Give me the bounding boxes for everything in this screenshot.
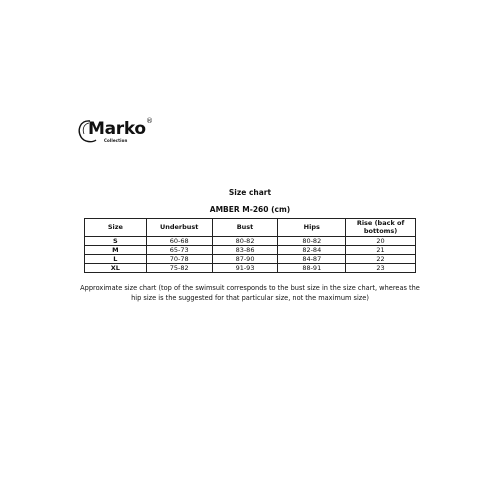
bust-cell: 83-86: [212, 246, 278, 255]
underbust-cell: 65-73: [146, 246, 212, 255]
hips-cell: 84-87: [278, 255, 346, 264]
page-title: Size chart: [228, 188, 272, 197]
hips-cell: 82-84: [278, 246, 346, 255]
bust-cell: 87-90: [212, 255, 278, 264]
size-cell: L: [85, 255, 147, 264]
rise-cell: 21: [346, 246, 416, 255]
column-header-rise: Rise (back of bottoms): [346, 219, 416, 237]
brand-logo: [76, 116, 156, 146]
rise-cell: 22: [346, 255, 416, 264]
rise-cell: 23: [346, 264, 416, 273]
hips-cell: 88-91: [278, 264, 346, 273]
column-header-size: Size: [85, 219, 147, 237]
hips-cell: 80-82: [278, 237, 346, 246]
table-header-row: [85, 219, 416, 237]
size-cell: XL: [85, 264, 147, 273]
logo-wordmark: Marko: [88, 119, 146, 139]
table-row: [85, 246, 416, 255]
rise-cell: 20: [346, 237, 416, 246]
underbust-cell: 70-78: [146, 255, 212, 264]
product-subtitle: AMBER M-260 (cm): [209, 205, 291, 214]
logo-subtitle: Collection: [104, 138, 128, 143]
table-row: [85, 237, 416, 246]
size-table: [84, 218, 416, 273]
table-row: [85, 255, 416, 264]
underbust-cell: 75-82: [146, 264, 212, 273]
size-cell: M: [85, 246, 147, 255]
bust-cell: 80-82: [212, 237, 278, 246]
underbust-cell: 60-68: [146, 237, 212, 246]
column-header-bust: Bust: [212, 219, 278, 237]
column-header-hips: Hips: [278, 219, 346, 237]
size-chart-note: Approximate size chart (top of the swimsuit corresponds to the bust size in the size chart, whereas the hip size is the suggested for that particular size, not the maximum size): [80, 284, 420, 302]
table-row: [85, 264, 416, 273]
registered-mark: ®: [146, 117, 153, 125]
bust-cell: 91-93: [212, 264, 278, 273]
column-header-underbust: Underbust: [146, 219, 212, 237]
size-cell: S: [85, 237, 147, 246]
